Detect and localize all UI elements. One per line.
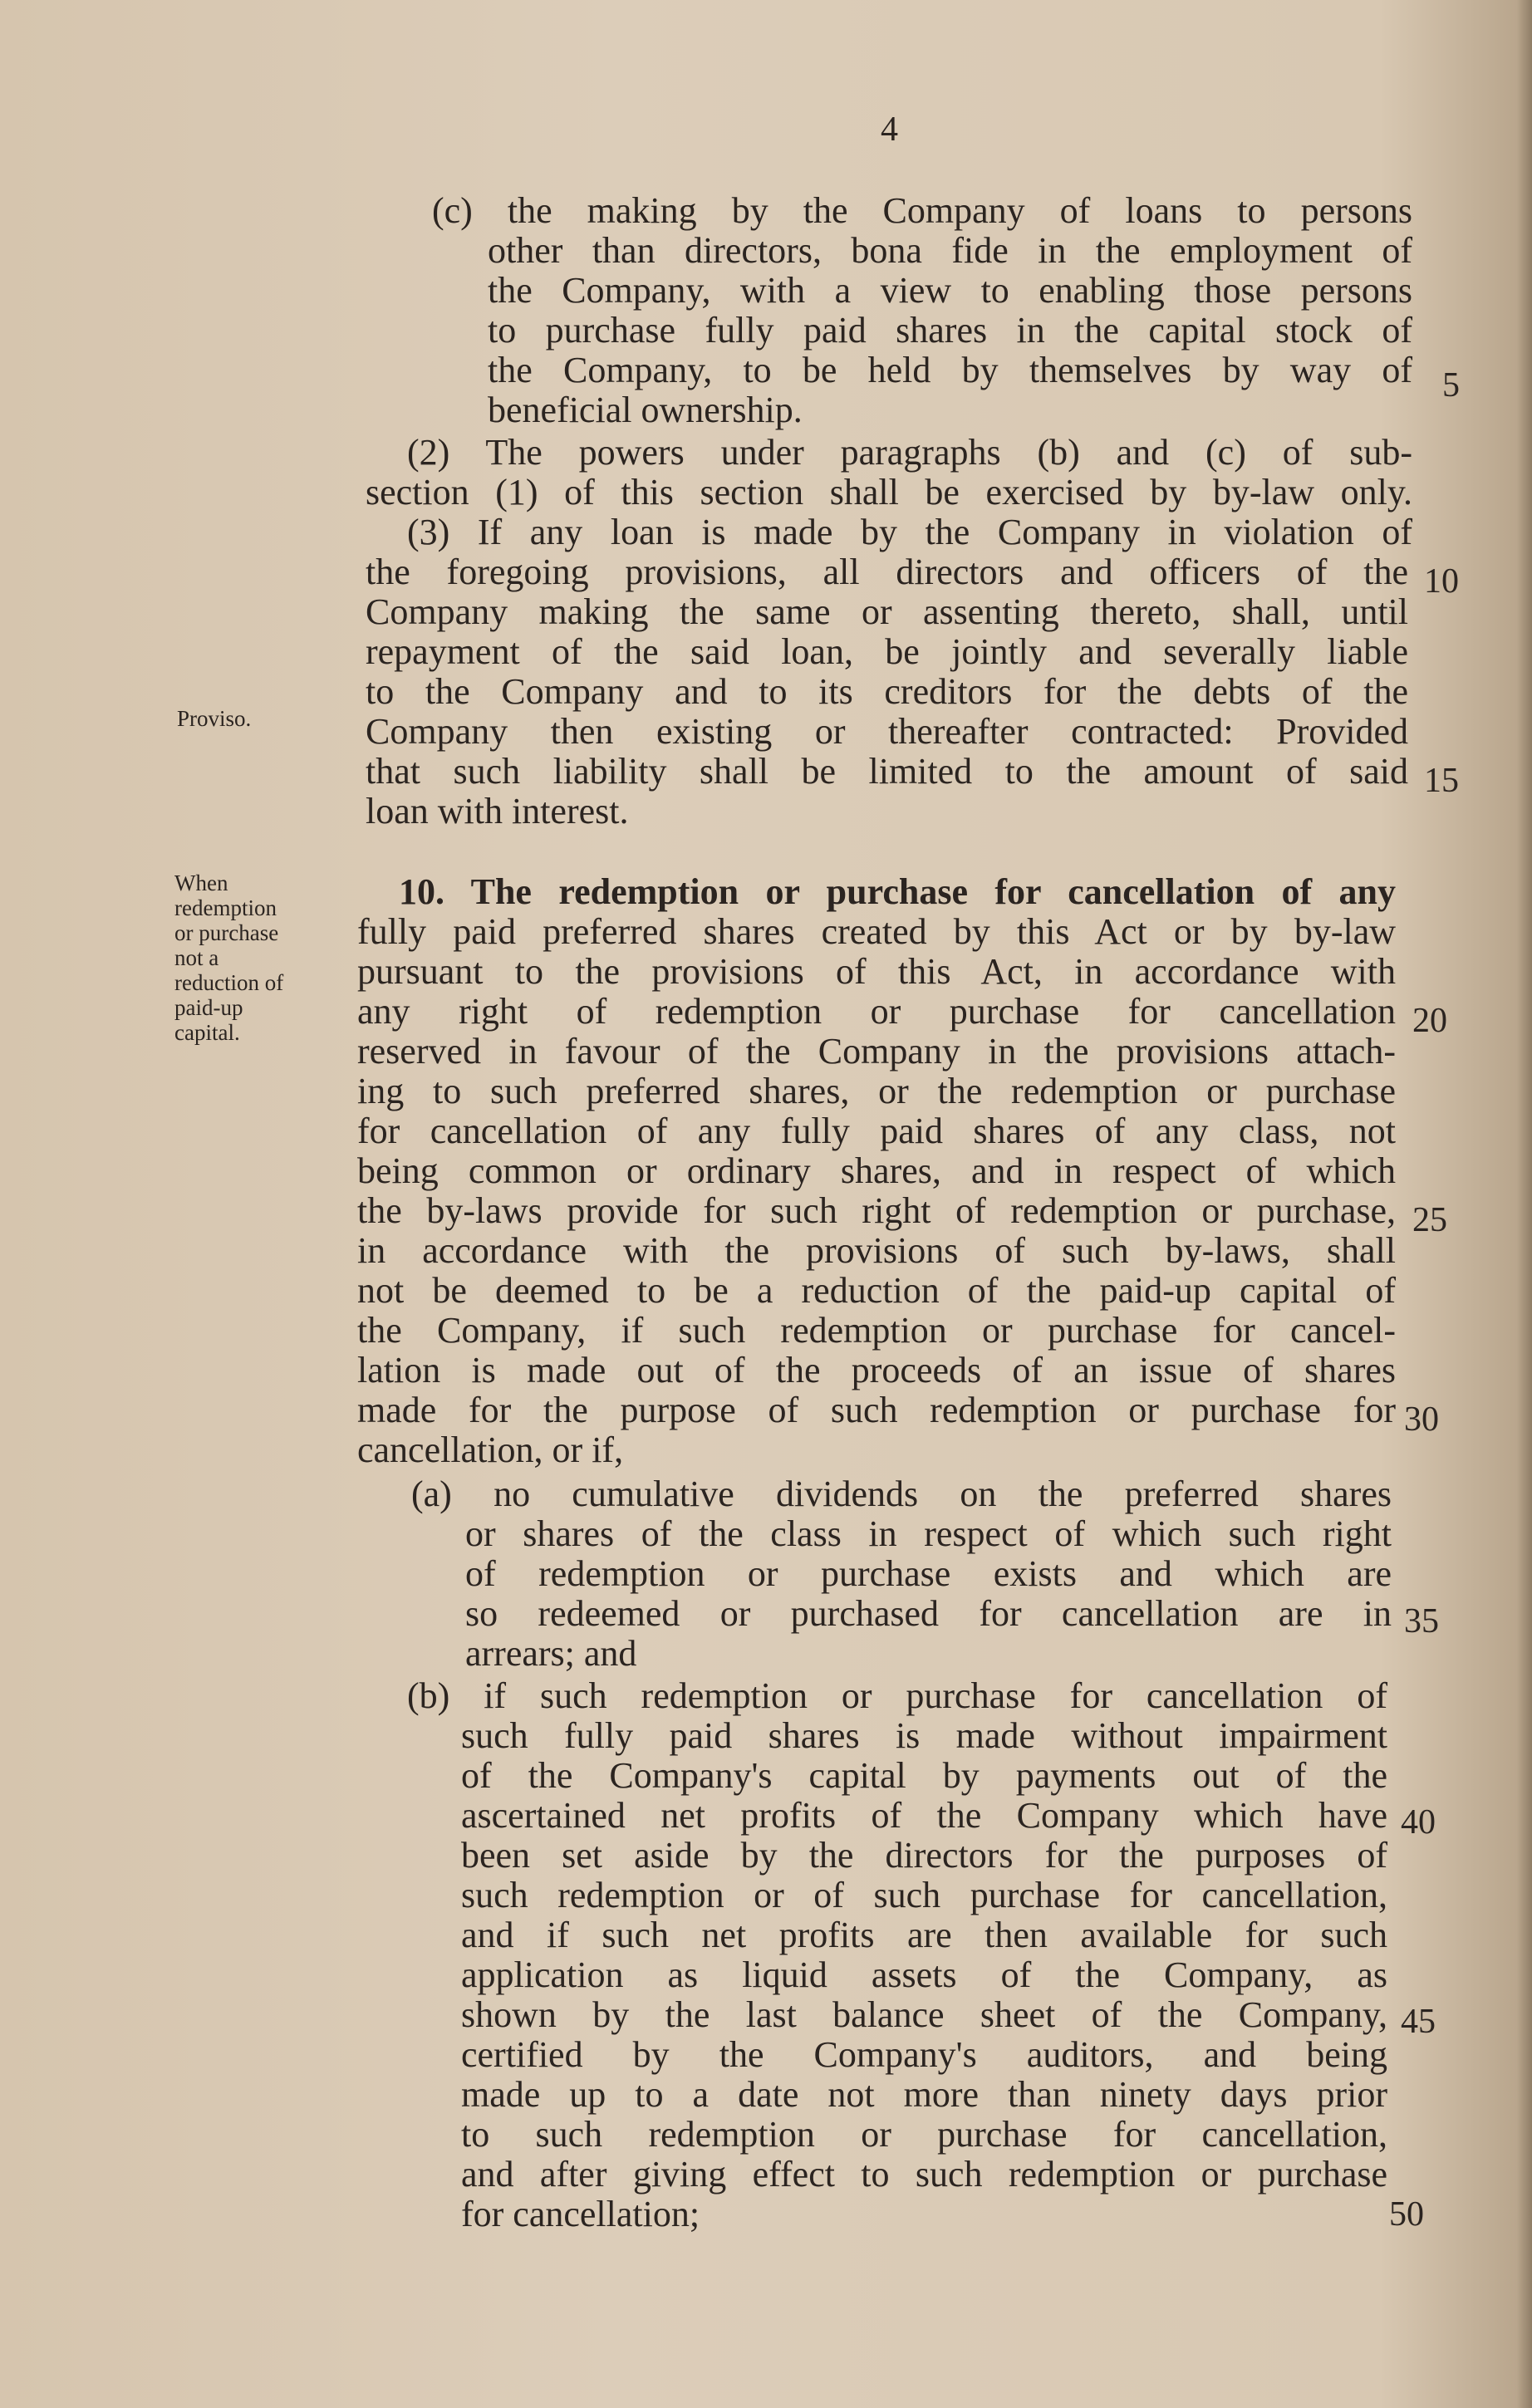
line-number: 40 — [1401, 1803, 1436, 1842]
text-line: the Company, to be held by themselves by way of — [488, 350, 1412, 390]
text-line: loan with interest. — [366, 791, 629, 831]
margin-note-line: reduction of — [174, 970, 284, 995]
text-line: of redemption or purchase exists and which are — [465, 1553, 1392, 1594]
text-line: the by-laws provide for such right of redemption or purchase, — [357, 1190, 1396, 1231]
text-line: Company making the same or assenting thereto, shall, until — [366, 591, 1408, 632]
page-number: 4 — [881, 110, 898, 149]
line-number: 50 — [1389, 2195, 1424, 2234]
text-line: or shares of the class in respect of which such right — [465, 1513, 1392, 1554]
text-line: cancellation, or if, — [357, 1430, 624, 1470]
text-line: (c) the making by the Company of loans to persons — [432, 190, 1412, 231]
text-line: 10. The redemption or purchase for cancellation of any — [399, 871, 1396, 912]
text-line: to purchase fully paid shares in the capital stock of — [488, 310, 1412, 351]
text-line: (b) if such redemption or purchase for cancellation of — [407, 1675, 1387, 1716]
line-number: 20 — [1412, 1002, 1447, 1040]
text-line: reserved in favour of the Company in the provisions attach- — [357, 1031, 1396, 1072]
text-line: application as liquid assets of the Company, as — [461, 1954, 1387, 1995]
line-number: 25 — [1412, 1201, 1447, 1239]
text-line: shown by the last balance sheet of the Company, — [461, 1994, 1387, 2035]
text-line: beneficial ownership. — [488, 390, 803, 430]
line-number: 30 — [1404, 1400, 1439, 1439]
line-number: 10 — [1424, 562, 1459, 601]
text-line: such fully paid shares is made without impairment — [461, 1715, 1387, 1756]
text-line: arrears; and — [465, 1633, 637, 1674]
text-line: section (1) of this section shall be exercised by by-law only. — [366, 472, 1412, 512]
text-line: fully paid preferred shares created by this Act or by by-law — [357, 911, 1396, 952]
text-line: pursuant to the provisions of this Act, in accordance with — [357, 951, 1396, 992]
text-line: made for the purpose of such redemption or purchase for — [357, 1390, 1396, 1430]
text-line: ascertained net profits of the Company which have — [461, 1795, 1387, 1836]
line-number: 15 — [1424, 762, 1459, 800]
line-number: 35 — [1404, 1602, 1439, 1640]
text-line: of the Company's capital by payments out of the — [461, 1755, 1387, 1796]
line-number: 5 — [1442, 366, 1460, 405]
text-line: not be deemed to be a reduction of the paid-up capital of — [357, 1270, 1396, 1311]
text-line: Company then existing or thereafter contracted: Provided — [366, 711, 1408, 752]
text-line: in accordance with the provisions of such by-laws, shall — [357, 1230, 1396, 1271]
text-line: that such liability shall be limited to the amount of said — [366, 751, 1408, 792]
text-line: (2) The powers under paragraphs (b) and (c) of sub- — [407, 432, 1412, 473]
text-line: the Company, if such redemption or purchase for cancel- — [357, 1310, 1396, 1351]
text-line: the foregoing provisions, all directors and officers of the — [366, 552, 1408, 592]
text-line: and after giving effect to such redemption or purchase — [461, 2154, 1387, 2195]
text-line: (3) If any loan is made by the Company in violation of — [407, 512, 1412, 552]
line-number: 45 — [1401, 2003, 1436, 2041]
margin-note-line: paid-up — [174, 995, 243, 1020]
margin-note-line: or purchase — [174, 920, 279, 945]
margin-note-line: When — [174, 871, 228, 895]
text-line: lation is made out of the proceeds of an issue of shares — [357, 1350, 1396, 1390]
text-line: such redemption or of such purchase for cancellation, — [461, 1875, 1387, 1915]
text-line: (a) no cumulative dividends on the preferred shares — [411, 1474, 1392, 1514]
text-line: for cancellation of any fully paid shares of any class, not — [357, 1111, 1396, 1151]
text-line: to such redemption or purchase for cancellation, — [461, 2114, 1387, 2155]
text-line: been set aside by the directors for the purposes of — [461, 1835, 1387, 1876]
text-line: and if such net profits are then available for such — [461, 1915, 1387, 1955]
text-line: the Company, with a view to enabling those persons — [488, 270, 1412, 311]
text-line: other than directors, bona fide in the employment of — [488, 230, 1412, 271]
text-line: ing to such preferred shares, or the redemption or purchase — [357, 1071, 1396, 1111]
margin-note-proviso: Proviso. — [177, 706, 252, 731]
text-line: being common or ordinary shares, and in respect of which — [357, 1150, 1396, 1191]
margin-note-line: redemption — [174, 895, 277, 920]
text-line: any right of redemption or purchase for cancellation — [357, 991, 1396, 1032]
margin-note-line: capital. — [174, 1020, 240, 1045]
text-line: to the Company and to its creditors for the debts of the — [366, 671, 1408, 712]
margin-note-line: not a — [174, 945, 219, 970]
text-line: certified by the Company's auditors, and being — [461, 2034, 1387, 2075]
text-line: made up to a date not more than ninety days prior — [461, 2074, 1387, 2115]
text-line: repayment of the said loan, be jointly and severally liable — [366, 631, 1408, 672]
text-line: for cancellation; — [461, 2194, 700, 2234]
text-line: so redeemed or purchased for cancellation are in — [465, 1593, 1392, 1634]
